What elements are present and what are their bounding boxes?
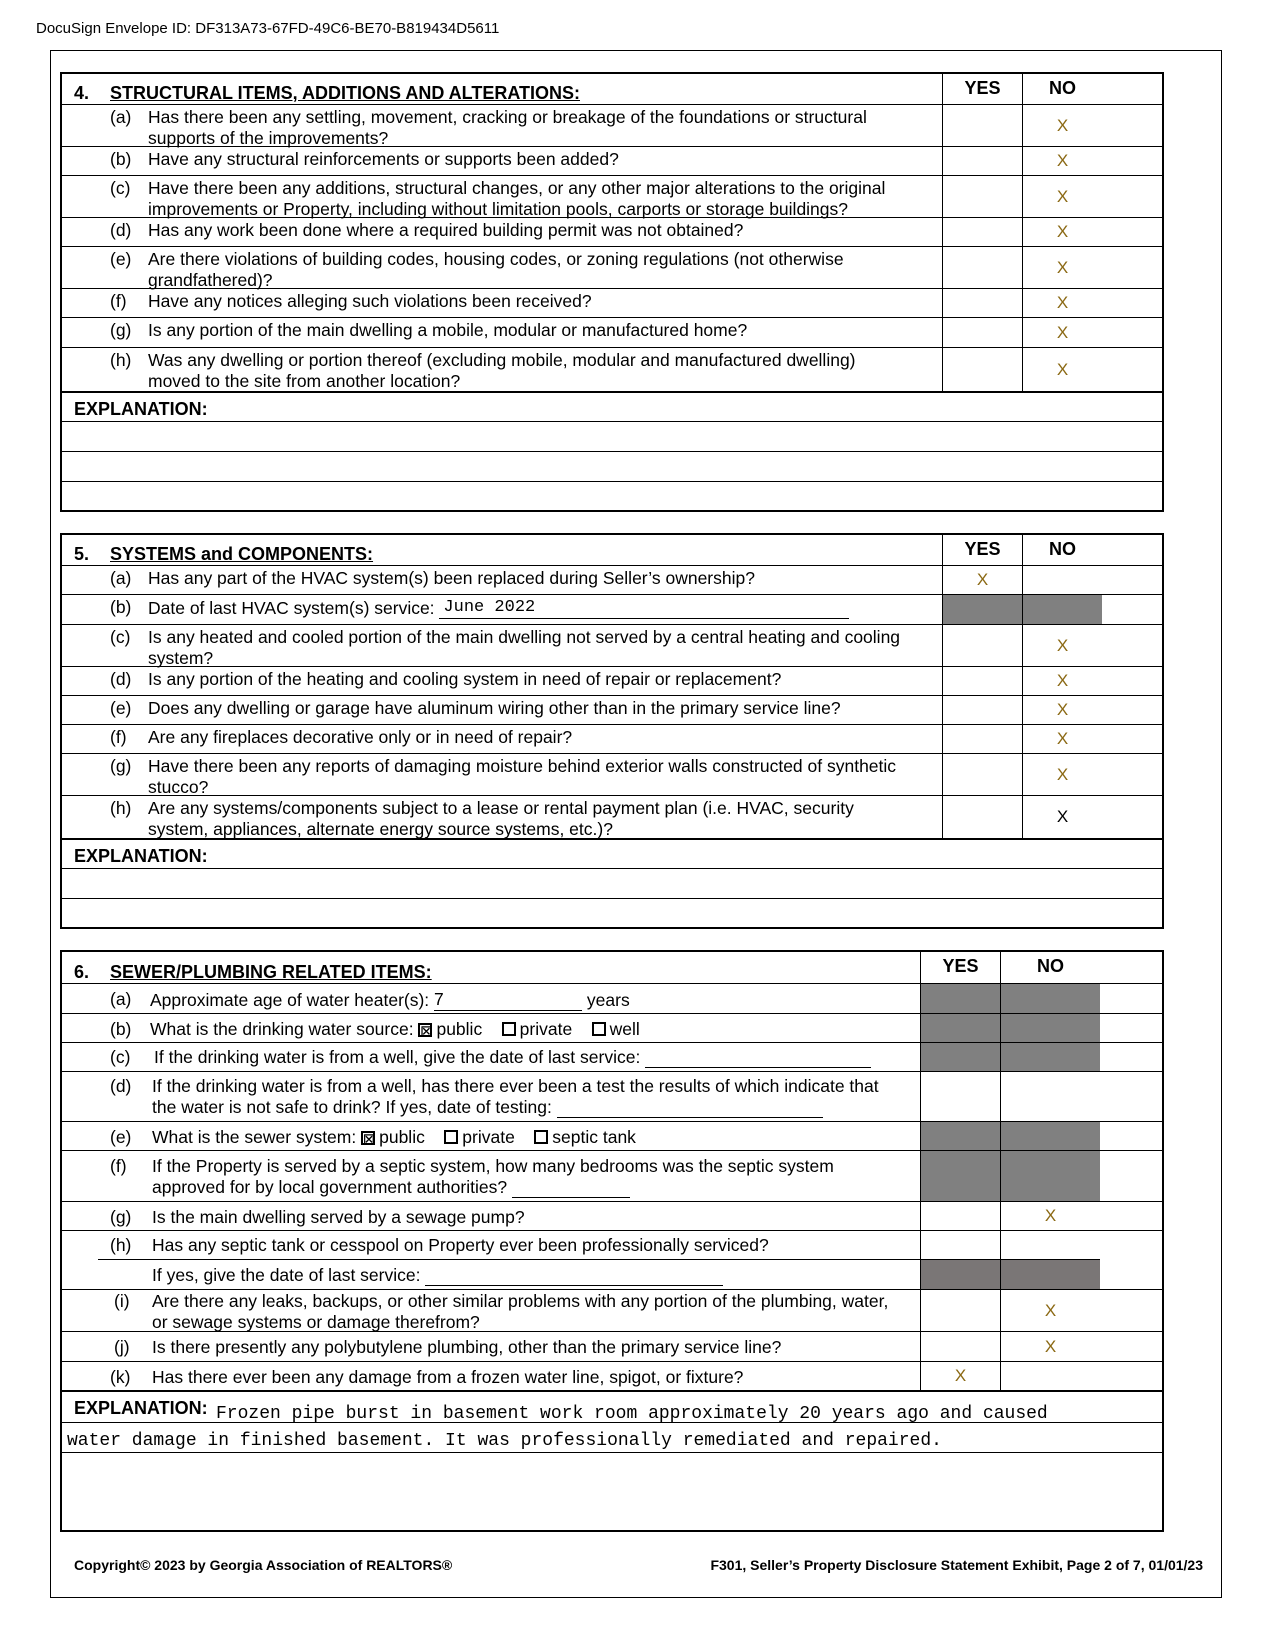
no-cell[interactable]: X — [1022, 289, 1102, 317]
shaded-cell — [920, 1151, 1000, 1201]
no-cell[interactable] — [1022, 566, 1102, 594]
no-cell[interactable]: X — [1000, 1202, 1100, 1230]
question-text: Have any notices alleging such violations been received? — [148, 291, 592, 311]
question-6i — [62, 1290, 1162, 1332]
no-cell[interactable] — [1000, 1072, 1100, 1121]
question-5a — [62, 566, 1162, 595]
question-letter: (c) — [110, 178, 131, 198]
question-5d — [62, 667, 1162, 696]
hvac-service-date-field[interactable]: June 2022 — [439, 597, 849, 619]
no-cell[interactable]: X — [1022, 105, 1102, 146]
yes-cell[interactable] — [942, 218, 1022, 246]
explanation-label: EXPLANATION: — [74, 1398, 208, 1418]
question-text: Have there been any additions, structural changes, or any other major alterations to the original improvements or Property, including without limitation pools, carports or storage buildings? — [148, 178, 886, 219]
explanation-row — [62, 391, 1162, 422]
question-letter: (f) — [110, 727, 127, 747]
question-5b — [62, 595, 1162, 625]
yes-cell[interactable] — [942, 289, 1022, 317]
explanation-line[interactable] — [62, 422, 1162, 452]
question-4h — [62, 348, 1162, 391]
yes-cell[interactable] — [942, 667, 1022, 695]
question-text: If the drinking water is from a well, give the date of last service: — [154, 1047, 641, 1067]
question-letter: (g) — [110, 756, 132, 776]
well-water-checkbox[interactable] — [592, 1022, 606, 1036]
yes-cell[interactable] — [942, 147, 1022, 175]
private-sewer-checkbox[interactable] — [444, 1130, 458, 1144]
water-heater-age-field[interactable] — [434, 989, 582, 1011]
question-letter: (j) — [114, 1337, 130, 1357]
option-label: septic tank — [552, 1127, 636, 1147]
question-letter: (e) — [110, 249, 132, 269]
section-5 — [60, 533, 1164, 929]
no-cell[interactable] — [1000, 1362, 1100, 1390]
shaded-cell — [920, 1122, 1000, 1150]
section-6-header — [62, 952, 1162, 984]
yes-cell[interactable] — [942, 318, 1022, 347]
yes-cell[interactable] — [942, 696, 1022, 724]
shaded-cell — [1000, 1260, 1100, 1289]
question-4c — [62, 176, 1162, 218]
public-water-checkbox[interactable]: ☒ — [420, 1024, 433, 1039]
explanation-text[interactable]: water damage in finished basement. It was professionally remediated and repaired. — [67, 1431, 942, 1451]
question-letter: (g) — [110, 320, 132, 340]
private-water-checkbox[interactable] — [502, 1022, 516, 1036]
yes-cell[interactable] — [942, 176, 1022, 217]
question-6a — [62, 984, 1162, 1014]
section-4-header — [62, 74, 1162, 105]
yes-cell[interactable] — [920, 1332, 1000, 1361]
section-5-header — [62, 535, 1162, 566]
yes-cell[interactable] — [942, 105, 1022, 146]
question-5f — [62, 725, 1162, 754]
question-text: Is the main dwelling served by a sewage pump? — [152, 1207, 525, 1227]
question-text: Does any dwelling or garage have aluminum wiring other than in the primary service line? — [148, 698, 841, 718]
question-text: Has there been any settling, movement, cracking or breakage of the foundations or structural supports of the improvements? — [148, 107, 867, 148]
question-letter: (b) — [110, 597, 132, 617]
no-cell[interactable]: X — [1022, 147, 1102, 175]
explanation-text[interactable]: Frozen pipe burst in basement work room approximately 20 years ago and caused — [216, 1404, 1048, 1424]
no-cell[interactable]: X — [1022, 696, 1102, 724]
question-text: What is the sewer system: — [152, 1127, 357, 1147]
question-letter: (b) — [110, 1019, 132, 1039]
no-cell[interactable]: X — [1022, 218, 1102, 246]
section-number: 5. — [74, 544, 90, 564]
question-6b — [62, 1014, 1162, 1043]
question-letter: (f) — [110, 291, 127, 311]
question-4f — [62, 289, 1162, 318]
no-cell[interactable]: X — [1022, 318, 1102, 347]
yes-header: YES — [920, 952, 1000, 983]
no-cell[interactable]: X — [1000, 1290, 1100, 1331]
yes-cell[interactable] — [942, 754, 1022, 795]
no-cell[interactable]: X — [1022, 247, 1102, 288]
question-6j — [62, 1332, 1162, 1362]
question-letter: (h) — [110, 1235, 132, 1255]
question-text: Are there any leaks, backups, or other similar problems with any portion of the plumbing, water, — [152, 1291, 889, 1311]
shaded-cell — [1000, 1043, 1100, 1071]
no-cell[interactable]: X — [1022, 725, 1102, 753]
question-text: Is any portion of the main dwelling a mobile, modular or manufactured home? — [148, 320, 748, 340]
question-letter: (k) — [110, 1367, 131, 1387]
question-4g — [62, 318, 1162, 348]
shaded-cell — [942, 595, 1022, 624]
yes-cell[interactable] — [920, 1231, 1000, 1260]
yes-cell[interactable]: X — [920, 1362, 1000, 1390]
question-letter: (d) — [110, 220, 132, 240]
question-text: Was any dwelling or portion thereof (excluding mobile, modular and manufactured dwelling) moved to the site from another location? — [148, 350, 856, 391]
section-number: 4. — [74, 83, 90, 103]
question-text: Is any heated and cooled portion of the main dwelling not served by a central heating and cooling system? — [148, 627, 901, 668]
shaded-cell — [1000, 1151, 1100, 1201]
section-title: SEWER/PLUMBING RELATED ITEMS: — [110, 962, 432, 982]
shaded-cell — [920, 984, 1000, 1013]
question-6d — [62, 1072, 1162, 1122]
no-header: NO — [1000, 952, 1100, 983]
no-cell[interactable]: X — [1022, 625, 1102, 666]
question-letter: (h) — [110, 798, 132, 818]
section-title: SYSTEMS and COMPONENTS: — [110, 544, 374, 564]
question-text: Date of last HVAC system(s) service: — [148, 598, 435, 618]
question-text: the water is not safe to drink? If yes, date of testing: — [152, 1097, 552, 1117]
question-letter: (f) — [110, 1156, 127, 1176]
question-letter: (c) — [110, 1047, 131, 1067]
no-cell[interactable]: X — [1022, 667, 1102, 695]
question-text: Are any fireplaces decorative only or in need of repair? — [148, 727, 573, 747]
shaded-cell — [920, 1043, 1000, 1071]
option-label: public — [379, 1127, 425, 1147]
question-letter: (a) — [110, 107, 132, 127]
copyright: Copyright© 2023 by Georgia Association of REALTORS® — [74, 1557, 453, 1573]
question-5e — [62, 696, 1162, 725]
yes-cell[interactable] — [942, 796, 1022, 838]
question-letter: (e) — [110, 1127, 132, 1147]
yes-cell[interactable] — [942, 725, 1022, 753]
years-label: years — [586, 990, 630, 1010]
septic-bedrooms-field[interactable] — [512, 1179, 630, 1198]
question-text: Has any septic tank or cesspool on Property ever been professionally serviced? — [152, 1235, 769, 1255]
no-cell[interactable]: X — [1022, 348, 1102, 391]
question-letter: (b) — [110, 149, 132, 169]
question-letter: (c) — [110, 627, 131, 647]
question-text: Approximate age of water heater(s): — [150, 990, 430, 1010]
yes-cell[interactable] — [942, 625, 1022, 666]
no-header: NO — [1022, 74, 1102, 104]
explanation-line[interactable] — [62, 452, 1162, 482]
septic-tank-checkbox[interactable] — [534, 1130, 548, 1144]
question-text: or sewage systems or damage therefrom? — [152, 1312, 480, 1332]
section-6 — [60, 950, 1164, 1532]
yes-header: YES — [942, 535, 1022, 565]
question-text: Is any portion of the heating and cooling system in need of repair or replacement? — [148, 669, 782, 689]
yes-cell[interactable] — [942, 247, 1022, 288]
question-letter: (g) — [110, 1207, 132, 1227]
question-text: What is the drinking water source: — [150, 1019, 414, 1039]
question-4d — [62, 218, 1162, 247]
testing-date-field[interactable] — [557, 1099, 823, 1118]
question-text: If the drinking water is from a well, has there ever been a test the results of which indicate that — [152, 1076, 879, 1096]
shaded-cell — [1000, 1014, 1100, 1042]
explanation-row — [62, 838, 1162, 869]
no-cell[interactable]: X — [1000, 1332, 1100, 1361]
question-6c — [62, 1043, 1162, 1072]
question-text: approved for by local government authorities? — [152, 1177, 508, 1197]
no-cell[interactable]: X — [1022, 176, 1102, 217]
section-number: 6. — [74, 962, 90, 982]
question-4e — [62, 247, 1162, 289]
question-text: If yes, give the date of last service: — [152, 1265, 421, 1285]
option-label: public — [436, 1019, 483, 1039]
question-letter: (h) — [110, 350, 132, 370]
question-6g — [62, 1202, 1162, 1231]
yes-cell[interactable] — [920, 1072, 1000, 1121]
question-letter: (a) — [110, 568, 132, 588]
question-text: Is there presently any polybutylene plumbing, other than the primary service line? — [152, 1337, 782, 1357]
question-6k — [62, 1362, 1162, 1392]
question-5h — [62, 796, 1162, 838]
question-5c — [62, 625, 1162, 667]
question-6e — [62, 1122, 1162, 1151]
option-label: well — [609, 1019, 640, 1039]
explanation-line[interactable] — [62, 1423, 1162, 1453]
no-cell[interactable]: X — [1022, 754, 1102, 795]
section-title: STRUCTURAL ITEMS, ADDITIONS AND ALTERATIONS: — [110, 83, 580, 103]
yes-cell[interactable] — [942, 348, 1022, 391]
shaded-cell — [1000, 984, 1100, 1013]
question-4b — [62, 147, 1162, 176]
question-6h — [62, 1231, 1162, 1260]
shaded-cell — [1022, 595, 1102, 624]
explanation-line[interactable] — [62, 1453, 1162, 1483]
question-text: Are there violations of building codes, housing codes, or zoning regulations (not otherwise grandfathered)? — [148, 249, 844, 290]
question-letter: (d) — [110, 1076, 132, 1096]
question-letter: (i) — [114, 1291, 130, 1311]
explanation-label: EXPLANATION: — [74, 846, 208, 866]
question-6h-followup — [62, 1260, 1162, 1290]
question-text: Have any structural reinforcements or supports been added? — [148, 149, 619, 169]
question-letter: (a) — [110, 989, 132, 1009]
question-6f — [62, 1151, 1162, 1202]
no-cell[interactable]: X — [1022, 796, 1102, 838]
form-id: F301, Seller’s Property Disclosure Statement Exhibit, Page 2 of 7, 01/01/23 — [710, 1557, 1203, 1573]
water-heater-age-value: 7 — [434, 989, 444, 1009]
explanation-row — [62, 1392, 1162, 1423]
section-4 — [60, 72, 1164, 512]
option-label: private — [519, 1019, 573, 1039]
question-text: Are any systems/components subject to a lease or rental payment plan (i.e. HVAC, security system, appliances, alternate energy source systems, etc.)? — [148, 798, 854, 839]
question-5g — [62, 754, 1162, 796]
question-4a — [62, 105, 1162, 147]
yes-header: YES — [942, 74, 1022, 104]
no-header: NO — [1022, 535, 1102, 565]
option-label: private — [462, 1127, 515, 1147]
envelope-id: DocuSign Envelope ID: DF313A73-67FD-49C6-BE70-B819434D5611 — [36, 20, 500, 37]
explanation-line[interactable] — [62, 869, 1162, 899]
yes-cell[interactable]: X — [942, 566, 1022, 594]
shaded-cell — [920, 1014, 1000, 1042]
public-sewer-checkbox[interactable]: ☒ — [363, 1132, 375, 1147]
shaded-cell — [920, 1260, 1000, 1289]
yes-cell[interactable] — [920, 1290, 1000, 1331]
yes-cell[interactable] — [920, 1202, 1000, 1230]
question-letter: (d) — [110, 669, 132, 689]
question-text: Has any part of the HVAC system(s) been replaced during Seller’s ownership? — [148, 568, 755, 588]
shaded-cell — [1000, 1122, 1100, 1150]
septic-service-date-field[interactable] — [425, 1267, 723, 1286]
explanation-label: EXPLANATION: — [74, 399, 208, 419]
question-text: Have there been any reports of damaging moisture behind exterior walls constructed of synthetic stucco? — [148, 756, 897, 797]
question-text: Has there ever been any damage from a frozen water line, spigot, or fixture? — [152, 1367, 744, 1387]
well-service-date-field[interactable] — [645, 1049, 871, 1068]
question-text: Has any work been done where a required building permit was not obtained? — [148, 220, 744, 240]
question-letter: (e) — [110, 698, 132, 718]
question-text: If the Property is served by a septic system, how many bedrooms was the septic system — [152, 1156, 834, 1176]
no-cell[interactable] — [1000, 1231, 1100, 1260]
